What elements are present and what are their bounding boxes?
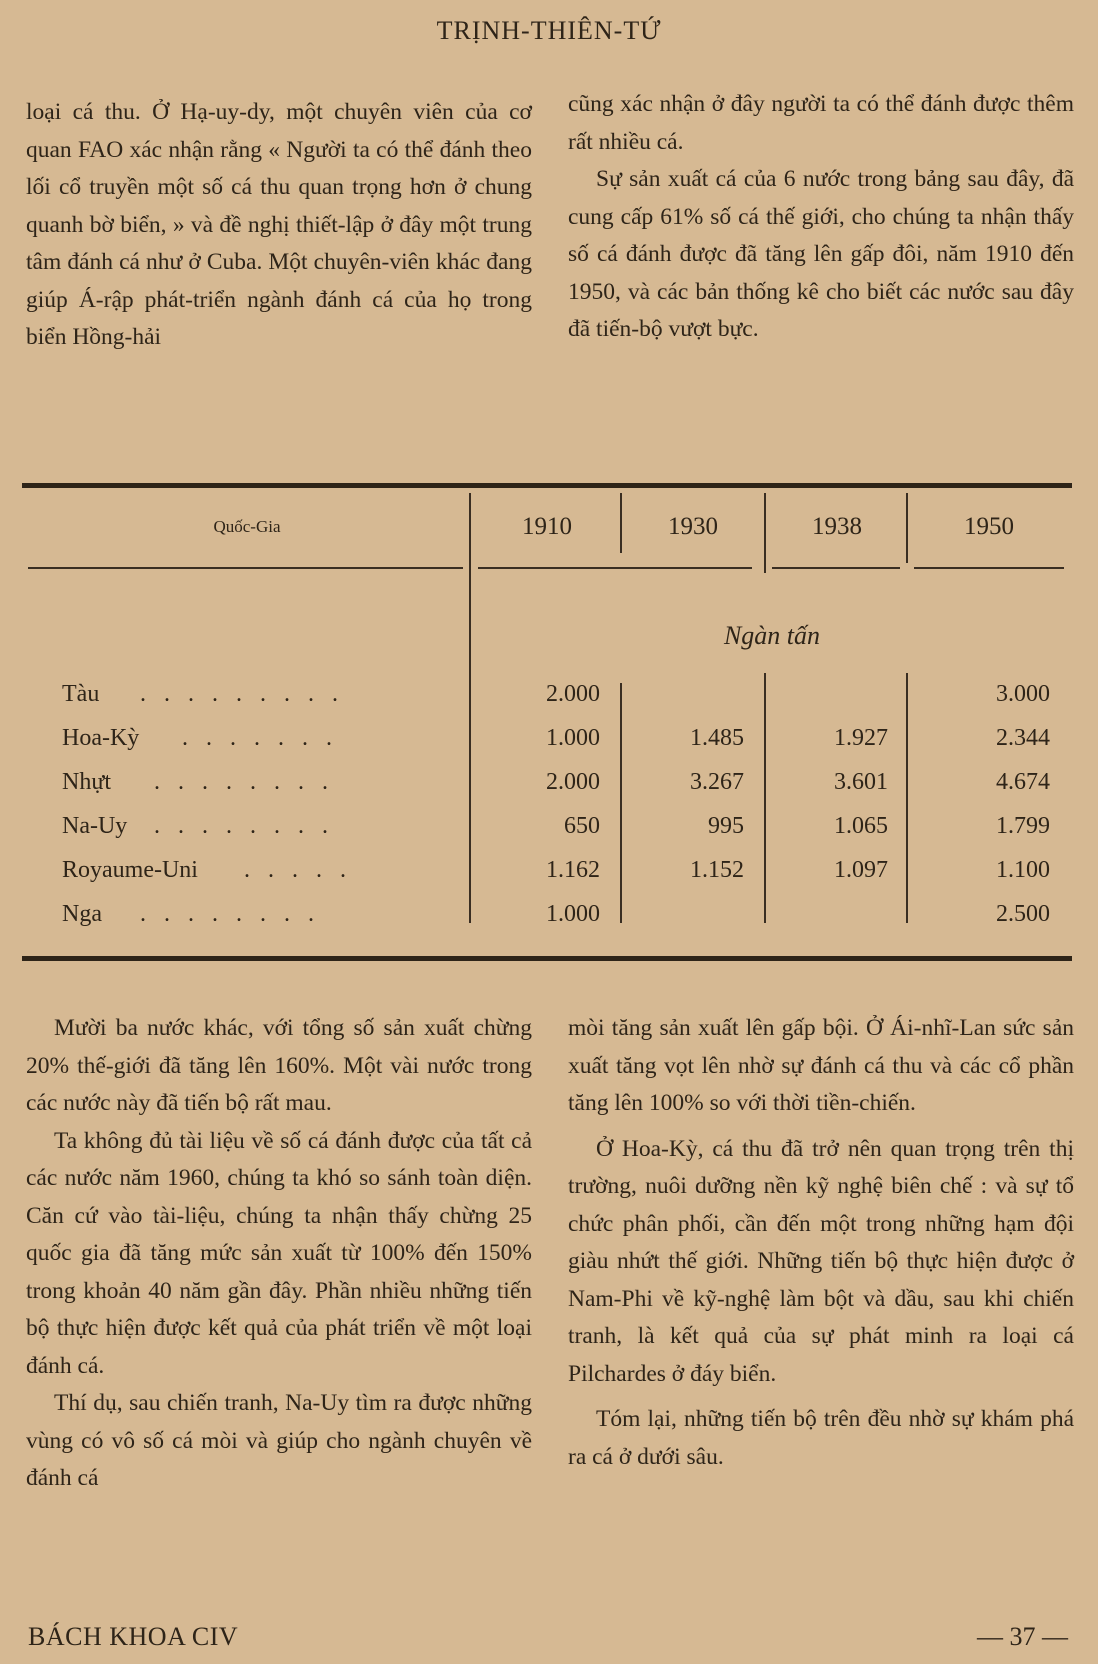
paragraph: cũng xác nhận ở đây người ta có thể đánh được thêm rất nhiều cá. [568, 91, 1074, 155]
country-name: Nhựt [62, 769, 112, 795]
table-row [22, 725, 1072, 755]
column-divider [620, 493, 622, 553]
value-cell: 1.100 [996, 857, 1050, 883]
country-name: Tàu [62, 681, 100, 707]
footer-publication: BÁCH KHOA CIV [28, 1622, 239, 1651]
country-name: Na-Uy [62, 813, 128, 839]
footer-page-number: — 37 — [977, 1622, 1068, 1651]
paragraph: mòi tăng sản xuất lên gấp bội. Ở Ái-nhĩ-Lan sức sản xuất tăng vọt lên nhờ sự đánh cá thu và các cổ phần tăng lên 100% so với thời tiền-chiến. [568, 1015, 1074, 1116]
table-row [22, 857, 1072, 887]
table-top-rule [22, 483, 1072, 488]
value-cell: 1.065 [834, 813, 888, 839]
value-cell: 1.000 [546, 901, 600, 927]
table-bottom-rule [22, 956, 1072, 961]
unit-label: Ngàn tấn [723, 621, 821, 650]
text-column-bottom-right [568, 1010, 1074, 1476]
paragraph: Ở Hoa-Kỳ, cá thu đã trở nên quan trọng trên thị trường, nuôi dưỡng nền kỹ nghệ biên chế : và sự tổ chức phân phối, cần đến một trong những hạm đội giàu nhứt thế giới. Những tiến bộ thực hiện được ở Nam-Phi về kỹ-nghệ làm bột và dầu, sau khi chiến tranh, là kết quả của sự phát minh ra loại cá Pilchardes ở đáy biển. [568, 1135, 1074, 1387]
header-underline [478, 567, 752, 569]
country-name: Hoa-Kỳ [62, 725, 140, 751]
paragraph: loại cá thu. Ở Hạ-uy-dy, một chuyên viên của cơ quan FAO xác nhận rằng « Người ta có thể đánh theo lối cổ truyền một số cá thu quan trọng hơn ở chung quanh bờ biển, » và đề nghị thiết-lập ở đây một trung tâm đánh cá như ở Cuba. Một chuyên-viên khác đang giúp Á-rập phát-triển ngành đánh cá của họ trong biển Hồng-hải [26, 99, 532, 350]
text-column-bottom-left [26, 1010, 532, 1498]
paragraph: Mười ba nước khác, với tổng số sản xuất chừng 20% thế-giới đã tăng lên 160%. Một vài nước trong các nước này đã tiến bộ rất mau. [26, 1015, 532, 1116]
value-cell: 1.000 [546, 725, 600, 751]
value-cell: 995 [708, 813, 744, 839]
page-header: TRỊNH-THIÊN-TỨ [436, 16, 662, 45]
column-divider [764, 493, 766, 573]
value-cell: 2.500 [996, 901, 1050, 927]
year-header: 1910 [522, 513, 572, 540]
table-row [22, 813, 1072, 843]
table-row [22, 769, 1072, 799]
table-row [22, 901, 1072, 931]
value-cell: 650 [564, 813, 600, 839]
year-header: 1938 [812, 513, 862, 540]
value-cell: 4.674 [996, 769, 1050, 795]
value-cell: 2.000 [546, 681, 600, 707]
value-cell: 3.267 [690, 769, 744, 795]
year-header: 1950 [964, 513, 1014, 540]
value-cell: 2.344 [996, 725, 1050, 751]
column-divider [906, 493, 908, 563]
value-cell: 3.601 [834, 769, 888, 795]
column-divider [620, 683, 622, 923]
value-cell: 1.799 [996, 813, 1050, 839]
table-row [22, 681, 1072, 711]
country-name: Nga [62, 901, 102, 927]
text-column-top-right [568, 86, 1074, 349]
year-header: 1930 [668, 513, 718, 540]
paragraph: Tóm lại, những tiến bộ trên đều nhờ sự khám phá ra cá ở dưới sâu. [568, 1406, 1074, 1470]
value-cell: 1.485 [690, 725, 744, 751]
header-underline [772, 567, 900, 569]
paragraph: Ta không đủ tài liệu về số cá đánh được của tất cả các nước năm 1960, chúng ta khó so sánh toàn diện. Căn cứ vào tài-liệu, chúng ta nhận thấy chừng 25 quốc gia đã tăng mức sản xuất từ 100% đến 150% trong khoản 40 năm gần đây. Phần nhiều những tiến bộ thực hiện được kết quả của phát triển về một loại đánh cá. [26, 1127, 532, 1379]
leader-dots: . . . . . . . [182, 725, 338, 751]
leader-dots: . . . . . . . . [140, 901, 320, 927]
fish-production-table [22, 483, 1072, 961]
leader-dots: . . . . . . . . [154, 769, 334, 795]
value-cell: 2.000 [546, 769, 600, 795]
paragraph: Sự sản xuất cá của 6 nước trong bảng sau đây, đã cung cấp 61% số cá thế giới, cho chúng ta nhận thấy số cá đánh được đã tăng lên gấp đôi, năm 1910 đến 1950, và các bản thống kê cho biết các nước sau đây đã tiến-bộ vượt bực. [568, 166, 1074, 342]
value-cell: 1.927 [834, 725, 888, 751]
value-cell: 3.000 [996, 681, 1050, 707]
leader-dots: . . . . . [244, 857, 352, 883]
country-header: Quốc-Gia [213, 517, 281, 536]
paragraph: Thí dụ, sau chiến tranh, Na-Uy tìm ra được những vùng có vô số cá mòi và giúp cho ngành chuyên về đánh cá [26, 1390, 532, 1491]
value-cell: 1.152 [690, 857, 744, 883]
leader-dots: . . . . . . . . [154, 813, 334, 839]
text-column-top-left [26, 94, 532, 357]
header-underline [914, 567, 1064, 569]
value-cell: 1.162 [546, 857, 600, 883]
leader-dots: . . . . . . . . . [140, 681, 344, 707]
country-name: Royaume-Uni [62, 857, 198, 883]
value-cell: 1.097 [834, 857, 888, 883]
header-underline [28, 567, 463, 569]
